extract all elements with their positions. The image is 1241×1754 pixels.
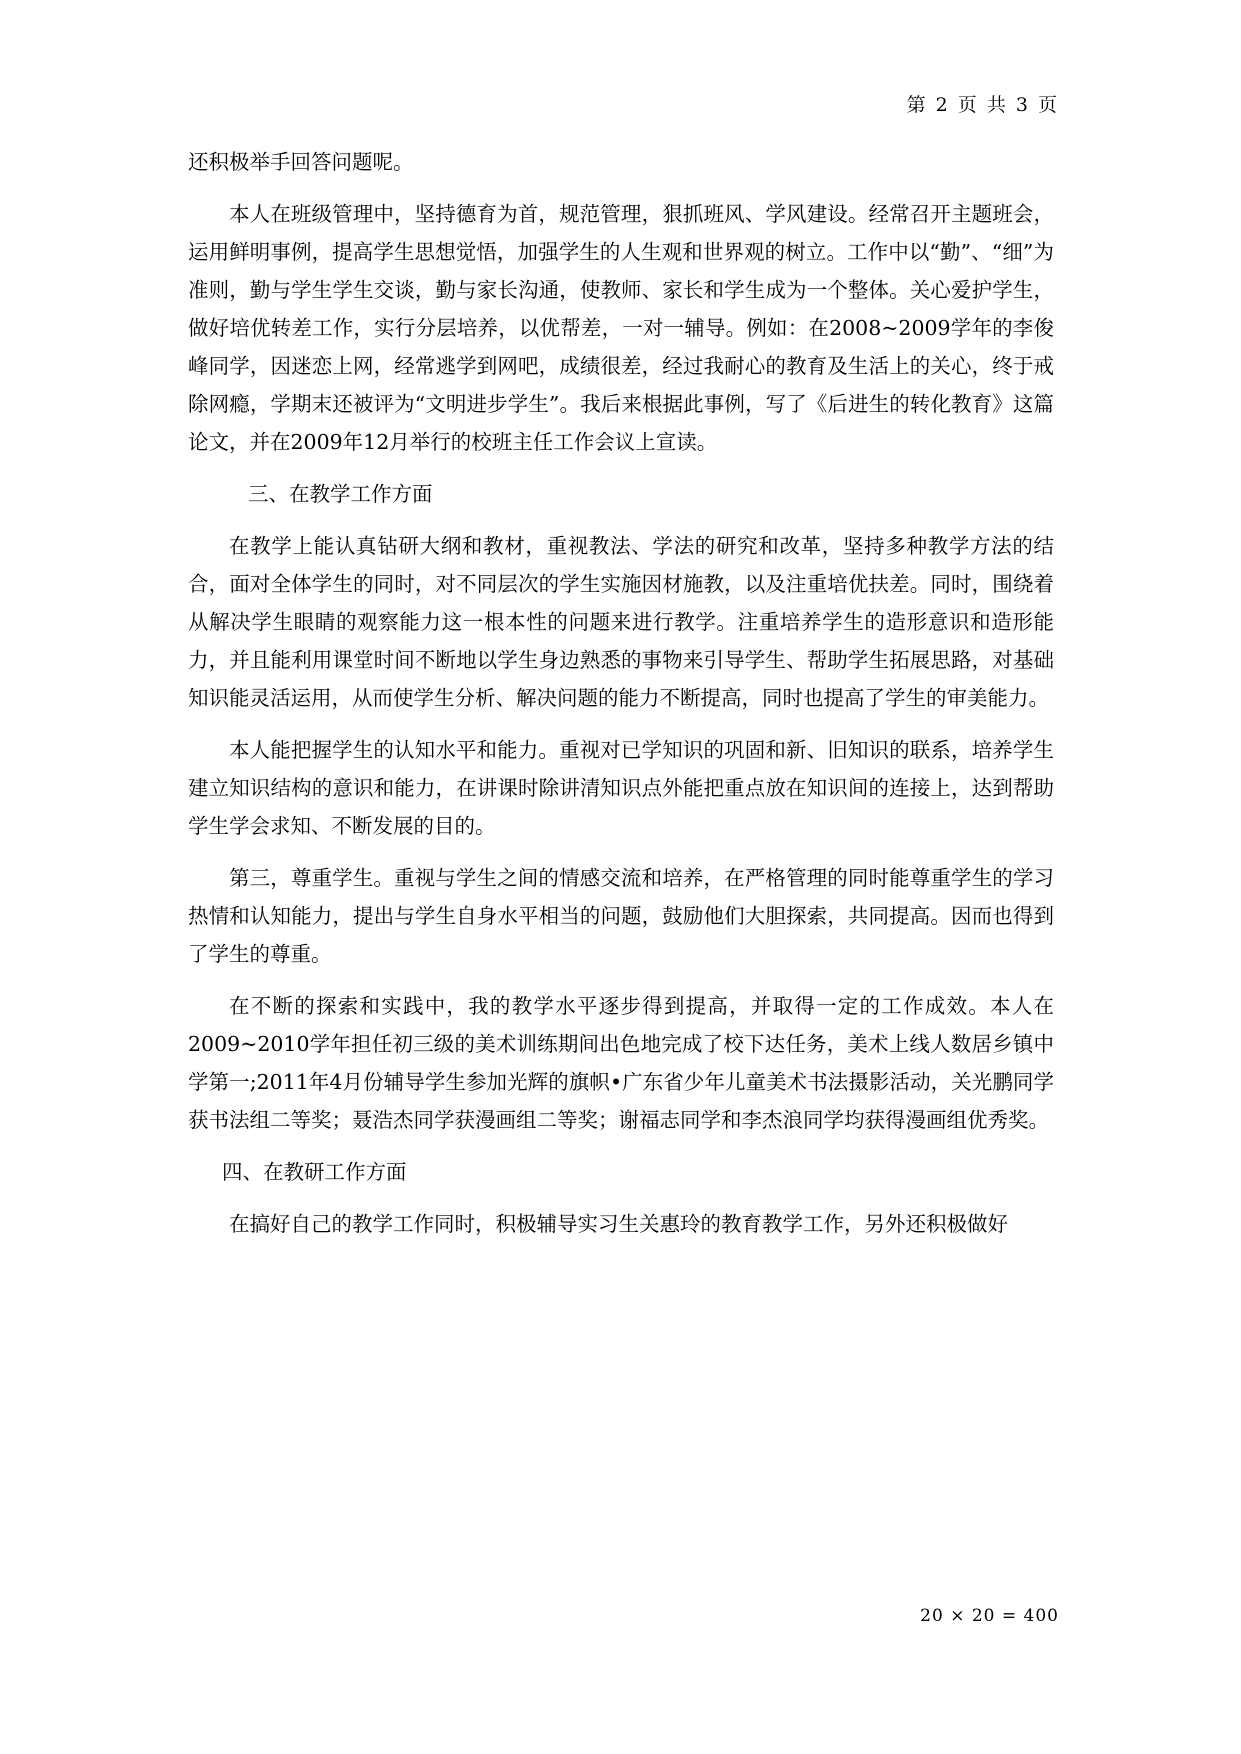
grid-spec-footer: 20 × 20 = 400	[920, 1606, 1059, 1626]
paragraph-teaching-4: 在不断的探索和实践中，我的教学水平逐步得到提高，并取得一定的工作成效。本人在2009~2010学年担任初三级的美术训练期间出色地完成了校下达任务，美术上线人数居乡镇中学第一;2011年4月份辅导学生参加光辉的旗帜•广东省少年儿童美术书法摄影活动，关光鹏同学获书法组二等奖；聂浩杰同学获漫画组二等奖；谢福志同学和李杰浪同学均获得漫画组优秀奖。	[188, 994, 1054, 1132]
paragraph-teaching-1: 在教学上能认真钻研大纲和教材，重视教法、学法的研究和改革，坚持多种教学方法的结合，面对全体学生的同时，对不同层次的学生实施因材施教，以及注重培优扶差。同时，围绕着从解决学生眼睛的观察能力这一根本性的问题来进行教学。注重培养学生的造形意识和造形能力，并且能利用课堂时间不断地以学生身边熟悉的事物来引导学生、帮助学生拓展思路，对基础知识能灵活运用，从而使学生分析、解决问题的能力不断提高，同时也提高了学生的审美能力。	[188, 534, 1054, 710]
paragraph-continuation: 还积极举手回答问题呢。	[188, 150, 414, 174]
document-body	[188, 143, 1054, 1257]
paragraph-teaching-2: 本人能把握学生的认知水平和能力。重视对已学知识的巩固和新、旧知识的联系，培养学生建立知识结构的意识和能力，在讲课时除讲清知识点外能把重点放在知识间的连接上，达到帮助学生学会求知、不断发展的目的。	[188, 738, 1054, 838]
section-heading-teaching: 三、在教学工作方面	[248, 482, 433, 506]
page-number-header: 第 2 页 共 3 页	[906, 94, 1059, 116]
section-heading-research: 四、在教研工作方面	[222, 1160, 407, 1184]
paragraph-teaching-3: 第三，尊重学生。重视与学生之间的情感交流和培养，在严格管理的同时能尊重学生的学习热情和认知能力，提出与学生自身水平相当的问题，鼓励他们大胆探索，共同提高。因而也得到了学生的尊重。	[188, 866, 1054, 966]
paragraph-research-1: 在搞好自己的教学工作同时，积极辅导实习生关惠玲的教育教学工作，另外还积极做好	[229, 1212, 1008, 1236]
paragraph-class-management: 本人在班级管理中，坚持德育为首，规范管理，狠抓班风、学风建设。经常召开主题班会，运用鲜明事例，提高学生思想觉悟，加强学生的人生观和世界观的树立。工作中以“勤”、“细”为准则，勤与学生学生交谈，勤与家长沟通，使教师、家长和学生成为一个整体。关心爱护学生，做好培优转差工作，实行分层培养，以优帮差，一对一辅导。例如：在2008~2009学年的李俊峰同学，因迷恋上网，经常逃学到网吧，成绩很差，经过我耐心的教育及生活上的关心，终于戒除网瘾，学期末还被评为“文明进步学生”。我后来根据此事例，写了《后进生的转化教育》这篇论文，并在2009年12月举行的校班主任工作会议上宣读。	[188, 202, 1054, 454]
